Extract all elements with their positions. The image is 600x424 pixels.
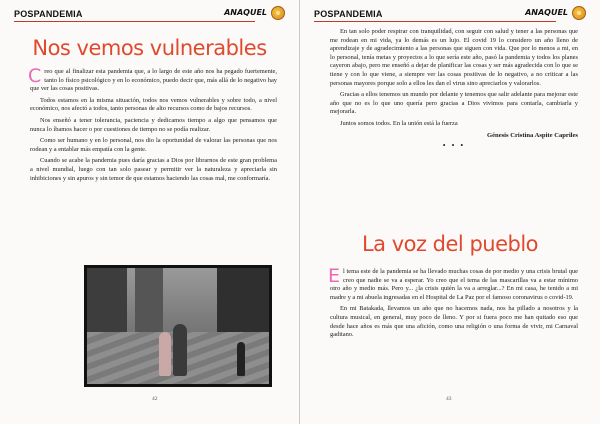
- section-label: POSPANDEMIA: [314, 9, 383, 19]
- drop-cap: E: [328, 265, 341, 287]
- right-page: [300, 0, 600, 424]
- article-title: La voz del pueblo: [361, 232, 539, 256]
- paragraph: Como ser humano y en lo personal, nos dio la oportunidad de valorar las personas que nos rodean y a entablar más empatía con la gente.: [30, 137, 277, 153]
- brand-name: ANAQUEL: [525, 8, 568, 17]
- paragraph: El tema este de la pandemia se ha llevado muchas cosas de por medio y una crisis brutal que creo que nadie se va a esperar. Yo creo que el tema de las mascarillas va a estar mínimo otro año y medio más. Pero y... ¿la crisis quién la va a arreglar...? En mi casa, he tenido a mi madre y a mi abuela ingresadas en el Hospital de La Paz por el famoso coronavirus o covid-19.: [328, 265, 578, 301]
- paragraph: En mi Batakada, llevamos un año que no hacemos nada, nos ha pillado a nosotros y la cultura musical, en general, muy poco de lleno. Y por si fuera poco me han quitado eso que desde hace años es más que una afición, como una religión o una forma de vivir, mi Carnaval gaditano.: [330, 305, 578, 339]
- paragraph: Gracias a ellos tenemos un mundo por delante y tenemos que salir adelante para mejorar este año que no es lo que uno quería pero gracias a Dios vivimos para contarla, cambiarla y mejorarla.: [330, 91, 578, 116]
- paragraph: Juntos somos todos. En la unión está la fuerza: [340, 119, 458, 127]
- article-body: [328, 265, 578, 408]
- page-number: 43: [446, 396, 452, 402]
- article-body: [28, 65, 277, 258]
- paragraph: En tan solo poder respirar con tranquilidad, con seguir con salud y tener a las personas que me rodean en mi vida, ya lo demás es un lujo. El covid 19 lo considero un año lleno de aprendizaje y de agradecimiento a las personas que siguen con vida. Que por lo menos a mi, en lo personal, tenía metas y proyectos a lo que sería este año, pasó la pandemia y todos los planes cayeron abajo, pero me enseñó a dejar de planificar las cosas y ser más agradecida con lo que se tiene y con lo que viene, a siempre ver las cosas positivas de lo negativo, a no criticar a las personas mayores porque solo a ellos les dan el virus sino apreciarlos y valorarlos.: [330, 28, 578, 87]
- paragraph: Creo que al finalizar esta pandemia que, a lo largo de este año nos ha pegado fuertemente, tanto lo físico psicológico y en lo económico, puedo decir que, más allá de lo negativo hay que ver las cosas positivas.: [28, 65, 277, 93]
- street-photo: [84, 265, 272, 387]
- section-separator: • • •: [442, 141, 466, 151]
- header-rule: [14, 21, 255, 22]
- photo-image: [87, 268, 269, 384]
- paragraph: Nos enseñó a tener tolerancia, paciencia y dedicamos tiempo a algo que pensamos que nunca lo íbamos hacer o por cuestiones de tiempo no se podía realizar.: [30, 116, 277, 133]
- header-rule: [314, 21, 556, 22]
- drop-cap: C: [28, 65, 42, 87]
- article-title: Nos vemos vulnerables: [32, 36, 267, 60]
- brand-name: ANAQUEL: [224, 8, 267, 17]
- paragraph: Cuando se acabe la pandemia pues daría gracias a Dios por librarnos de este gran problema a nivel mundial, luego con tan solo pasear y permitir ver la naturaleza y apreciarla sin inhibiciones y sin apuros y sin temor de que estamos haciendo las cosas mal, me conformaría.: [30, 157, 277, 182]
- anaquel-logo-icon: [271, 6, 285, 20]
- author-signature: Génesis Cristina Aspite Capriles: [486, 131, 578, 139]
- anaquel-logo-icon: [572, 6, 586, 20]
- page-header: [314, 9, 586, 23]
- paragraph: Todos estamos en la misma situación, todos nos vemos vulnerables y sobre todo, a nivel económico, nos afectó a todos, tanto personas de alto recursos como de bajos recursos.: [30, 96, 277, 113]
- page-number: 42: [152, 396, 158, 402]
- article-body-continued: [330, 28, 578, 151]
- section-label: POSPANDEMIA: [14, 9, 83, 19]
- page-header: [14, 9, 285, 23]
